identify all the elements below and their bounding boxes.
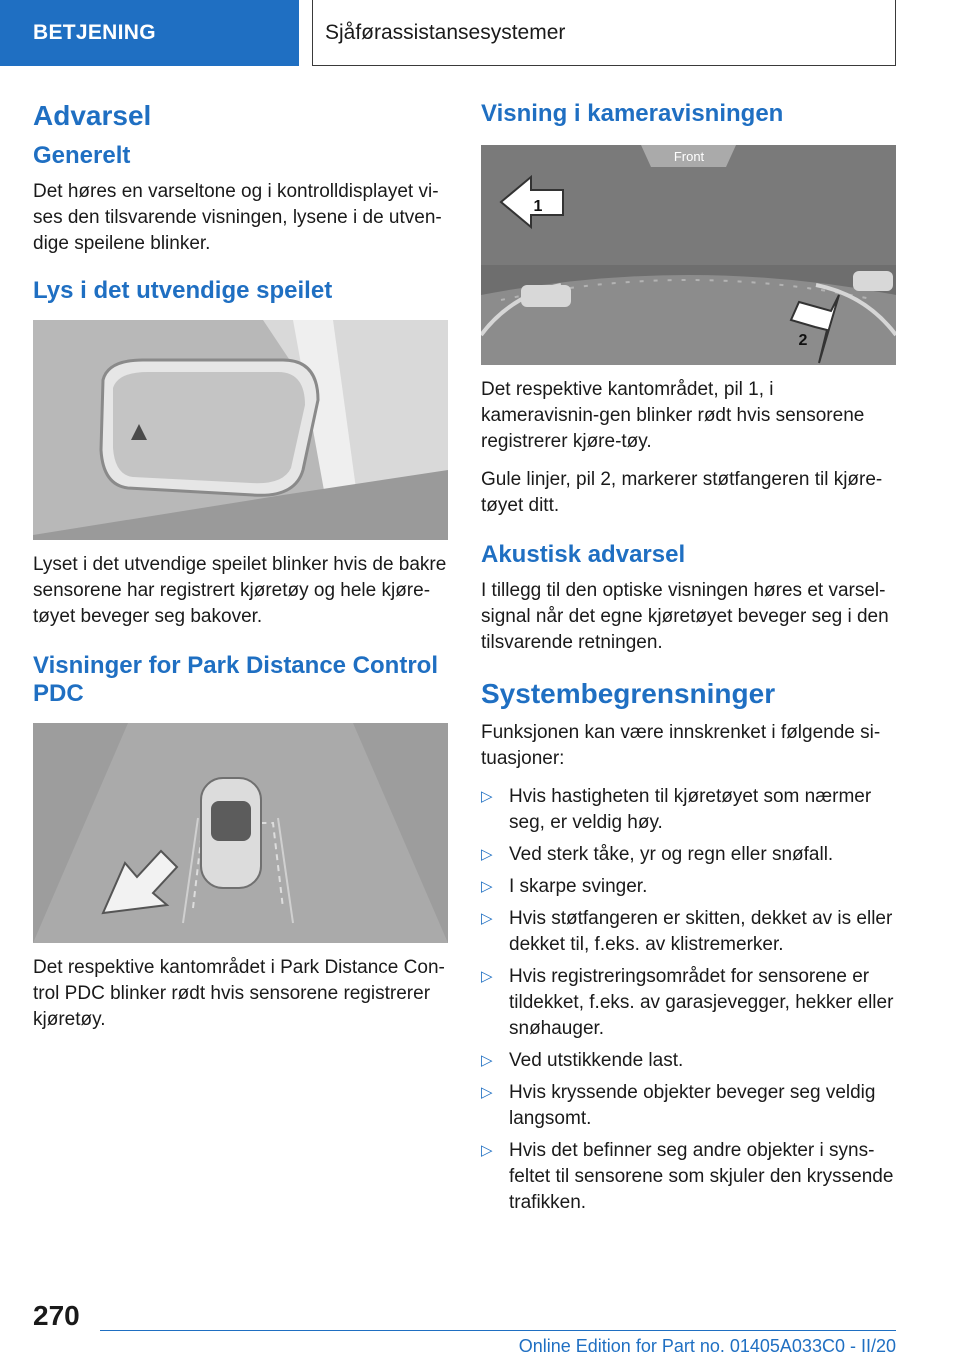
bullet-triangle-icon: ▷ [481, 909, 493, 927]
bullet-triangle-icon: ▷ [481, 787, 493, 805]
pdc-illustration [33, 723, 448, 943]
limitations-list [481, 784, 896, 1216]
text-system: Funksjonen kan være innskrenket i følgende si-tuasjoner: [481, 721, 881, 769]
footer-edition: Online Edition for Part no. 01405A033C0 - II/20 [518, 1336, 896, 1356]
list-item: ▷ Hvis støtfangeren er skitten, dekket av is eller dekket til, f.eks. av klistremerker. [481, 907, 893, 955]
heading-lys: Lys i det utvendige speilet [33, 276, 333, 304]
chapter-header [312, 0, 896, 66]
bullet-triangle-icon: ▷ [481, 845, 493, 863]
left-column [33, 100, 448, 1045]
heading-akustisk: Akustisk advarsel [481, 540, 686, 568]
text-kamera-1: Det respektive kantområdet, pil 1, i kameravisnin-gen blinker rødt hvis sensorene registrerer kjøre-tøy. [481, 378, 865, 452]
bullet-triangle-icon: ▷ [481, 877, 493, 895]
section-tab [0, 0, 299, 66]
heading-advarsel: Advarsel [33, 100, 152, 131]
bullet-triangle-icon: ▷ [481, 1083, 493, 1101]
text-lys: Lyset i det utvendige speilet blinker hvis de bakre sensorene har registrert kjøretøy og hele kjøre-tøyet beveger seg bakover. [33, 553, 447, 627]
footer-divider [100, 1330, 896, 1331]
camera-illustration [481, 145, 896, 365]
text-pdc: Det respektive kantområdet i Park Distance Con-trol PDC blinker rødt hvis sensorene registrerer kjøretøy. [33, 957, 445, 1031]
mirror-illustration [33, 320, 448, 540]
bullet-triangle-icon: ▷ [481, 1141, 493, 1159]
page-number: 270 [33, 1300, 80, 1331]
section-label: BETJENING [33, 21, 156, 44]
heading-generelt: Generelt [33, 142, 131, 169]
text-kamera-2: Gule linjer, pil 2, markerer støtfangeren til kjøre-tøyet ditt. [481, 468, 883, 516]
arrow-1-number: 1 [533, 197, 543, 215]
list-item: ▷ Hvis kryssende objekter beveger seg veldig langsomt. [481, 1081, 876, 1129]
list-item: ▷ Hvis det befinner seg andre objekter i syns-feltet til sensorene som skjuler den kryssende trafikken. [481, 1139, 894, 1213]
list-item: ▷ I skarpe svinger. [481, 874, 896, 900]
heading-system: Systembegrensninger [481, 677, 776, 709]
list-item: ▷ Hvis registreringsområdet for sensorene er tildekket, f.eks. av garasjevegger, hekker eller snøhauger. [481, 965, 894, 1039]
front-label: Front [673, 148, 705, 164]
heading-pdc: Visninger for Park Distance Control PDC [33, 651, 438, 708]
heading-kamera: Visning i kameravisningen [481, 100, 784, 127]
bullet-triangle-icon: ▷ [481, 967, 493, 985]
text-akustisk: I tillegg til den optiske visningen høres et varsel-signal når det egne kjøretøyet beveger seg i den tilsvarende retningen. [481, 579, 889, 653]
arrow-2-number: 2 [798, 331, 808, 349]
chapter-title: Sjåførassistansesystemer [325, 20, 566, 44]
list-item: ▷ Ved sterk tåke, yr og regn eller snøfall. [481, 842, 896, 868]
list-item: ▷ Hvis hastigheten til kjøretøyet som nærmer seg, er veldig høy. [481, 785, 872, 833]
bullet-triangle-icon: ▷ [481, 1051, 493, 1069]
list-item: ▷ Ved utstikkende last. [481, 1048, 896, 1074]
text-generelt: Det høres en varseltone og i kontrolldisplayet vi-ses den tilsvarende visningen, lysene i de utven-dige speilene blinker. [33, 180, 442, 254]
right-column [481, 100, 896, 1222]
